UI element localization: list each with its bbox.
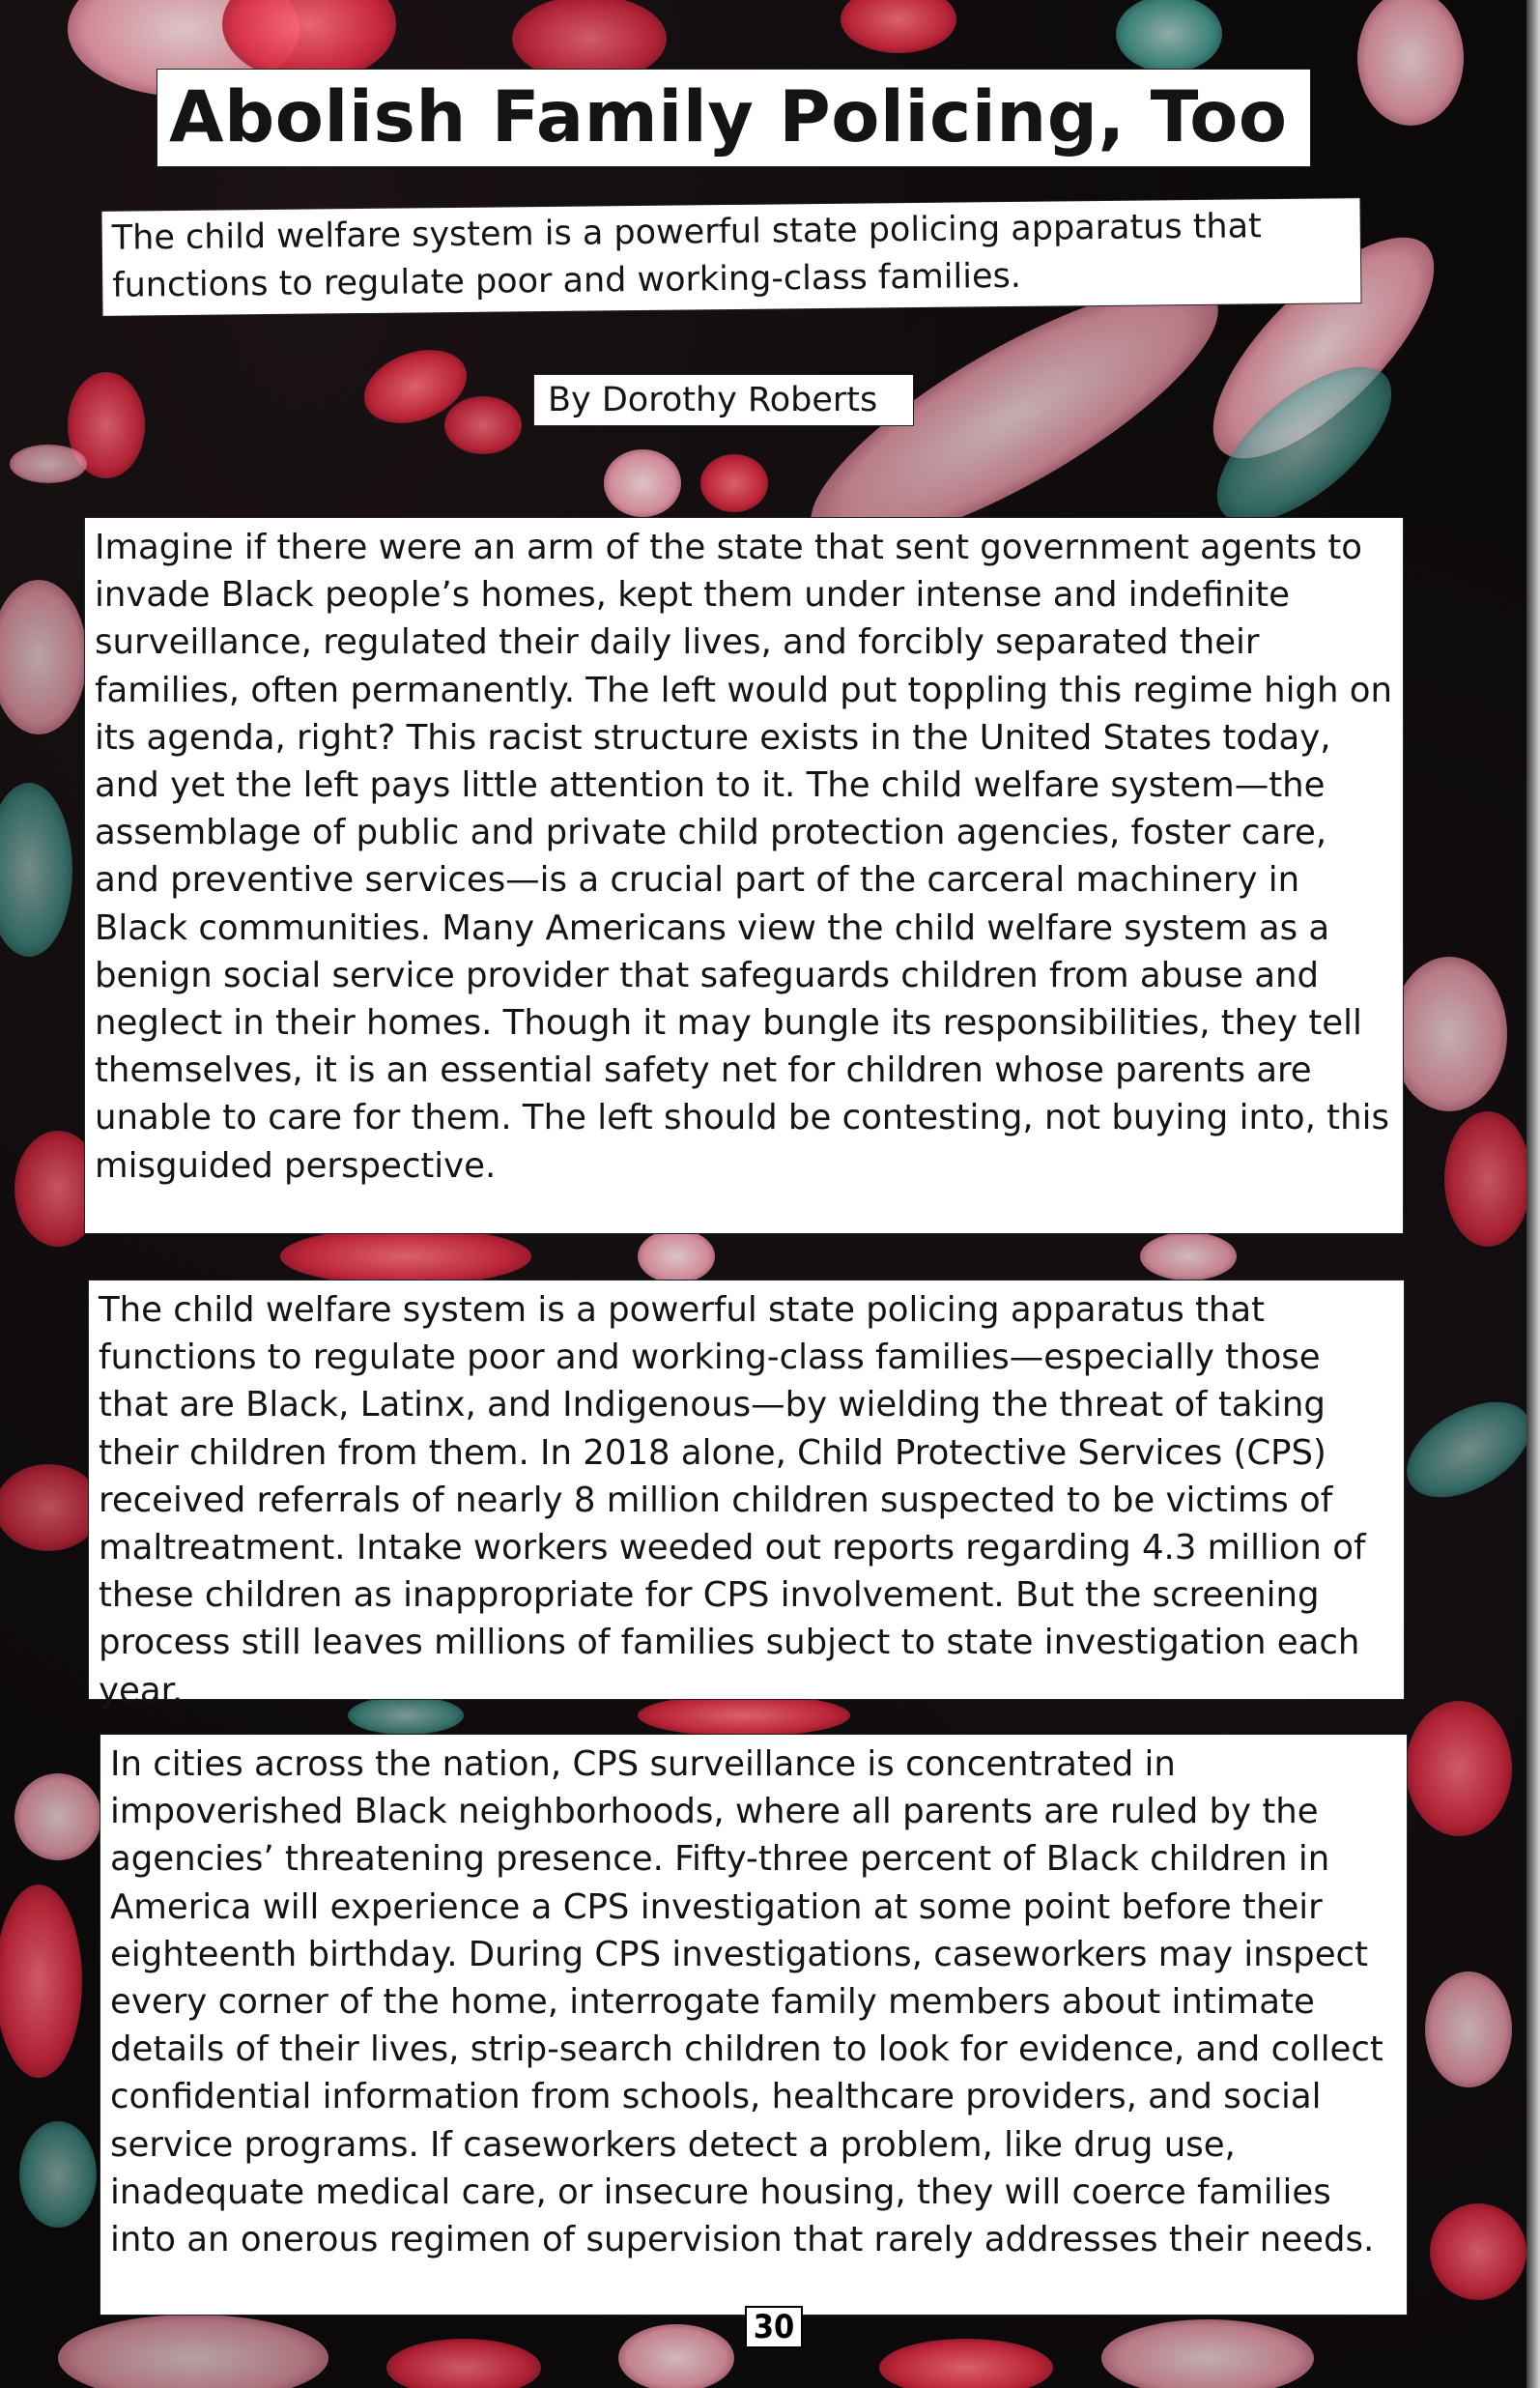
paragraph-1: Imagine if there were an arm of the state that sent government agents to invade Black people’s homes, kept them under intense and indefinite surveillance, regulated their daily lives, and forcibly separated their families, often permanently. The left would put toppling this regime high on its agenda, right? This racist structure exists in the United States today, and yet the left pays little attention to it. The child welfare system—the assemblage of public and private child protection agencies, foster care, and preventive services—is a crucial part of the carceral machinery in Black communities. Many Americans view the child welfare system as a benign social service provider that safeguards children from abuse and neglect in their homes. Though it may bungle its responsibilities, they tell themselves, it is an essential safety net for children whose parents are unable to care for them. The left should be contesting, not buying into, this misguided perspective. [85, 518, 1403, 1233]
article-byline: By Dorothy Roberts [534, 375, 913, 425]
page-edge [1526, 0, 1540, 2388]
article-title: Abolish Family Policing, Too [157, 70, 1310, 166]
paragraph-3: In cities across the nation, CPS surveillance is concentrated in impoverished Black neighborhoods, where all parents are ruled by the agencies’ threatening presence. Fifty-three percent of Black children in America will experience a CPS investigation at some point before their eighteenth birthday. During CPS investigations, caseworkers may inspect every corner of the home, interrogate family members about intimate details of their lives, strip-search children to look for evidence, and collect confidential information from schools, healthcare providers, and social service programs. If caseworkers detect a problem, like drug use, inadequate medical care, or insecure housing, they will coerce families into an onerous regimen of supervision that rarely addresses their needs. [100, 1735, 1407, 2315]
article-subtitle: The child welfare system is a powerful state policing apparatus that functions to regulate poor and working-class families. [101, 198, 1360, 316]
paragraph-2: The child welfare system is a powerful state policing apparatus that functions to regulate poor and working-class families—especially those that are Black, Latinx, and Indigenous—by wielding the threat of taking their children from them. In 2018 alone, Child Protective Services (CPS) received referrals of nearly 8 million children suspected to be victims of maltreatment. Intake workers weeded out reports regarding 4.3 million of these children as inappropriate for CPS involvement. But the screening process still leaves millions of families subject to state investigation each year. [89, 1280, 1404, 1699]
page-number: 30 [747, 2308, 801, 2346]
